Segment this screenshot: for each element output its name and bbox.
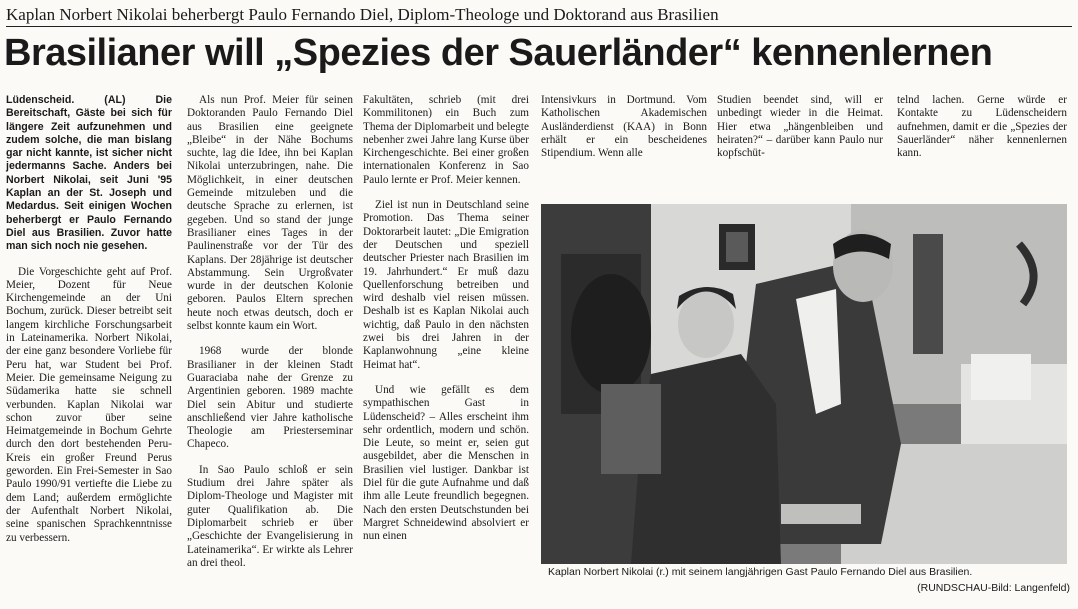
article-kicker: Kaplan Norbert Nikolai beherbergt Paulo Fernando Diel, Diplom-Theologe und Doktorand aus Brasilien — [6, 4, 1072, 27]
article-paragraph: Als nun Prof. Meier für seinen Doktoranden Paulo Fernando Diel aus Brasilien eine geeignete „Bleibe“ in der Nähe Bochums suchte, lag die Idee, ihn bei Kaplan Nikolai unterzubringen, nahe. Die Möglichkeit, in einer deutschen Gemeinde mitzuleben und die deutsche Sprache zu erlernen, ist gegeben. Und so stand der junge Brasilianer eines Tages in der Paulinenstraße vor der Tür des Kaplans. Der 28jährige ist deutscher Abstammung. Sein Urgroßvater wurde in der deutschen Kolonie geboren. Paulos Eltern sprechen heute noch etwas deutsch, doch er selbst konnte kaum ein Wort. — [187, 94, 353, 333]
article-paragraph: 1968 wurde der blonde Brasilianer in der kleinen Stadt Guaraciaba nahe der Grenze zu Argentinien geboren. 1989 machte Diel sein Abitur und studierte anschließend vier Jahre katholische Theologie am Priesterseminar Chapeco. — [187, 345, 353, 451]
photo-credit: (RUNDSCHAU-Bild: Langenfeld) — [917, 582, 1070, 594]
article-column-2 — [187, 94, 353, 582]
article-paragraph: Ziel ist nun in Deutschland seine Promotion. Das Thema seiner Doktorarbeit lautet: „Die Emigration der Deutschen und speziell deutscher Priester nach Brasilien im 19. Jahrhundert.“ Er muß dazu Quellenforschung betreiben und wird deshalb viel reisen müssen. Deshalb ist es Kaplan Nikolai auch wichtig, daß Paulo in den nächsten zwei bis drei Jahren in der Kaplanwohnung „eine kleine Heimat hat“. — [363, 199, 529, 371]
article-photo — [541, 204, 1067, 564]
article-column-3 — [363, 94, 529, 556]
article-paragraph: In Sao Paulo schloß er sein Studium drei Jahre später als Diplom-Theologe und Magister mit guter Qualifikation ab. Die Diplomarbeit schrieb er über „Geschichte der Evangelisierung in Lateinamerika“. Er wirkte als Lehrer an drei theol. — [187, 463, 353, 569]
article-paragraph: Fakultäten, schrieb (mit drei Kommilitonen) ein Buch zum Thema der Diplomarbeit und belegte nebenher zwei Jahre lang Kurse über Kirchengeschichte. Bei einer großen internationalen Konferenz in Sao Paulo lernte er Prof. Meier kennen. — [363, 94, 529, 186]
article-paragraph: telnd lachen. Gerne würde er Kontakte zu Lüdenscheidern aufnehmen, damit er die „Spezies der Sauerländer“ näher kennenlernen kann. — [897, 94, 1067, 160]
article-paragraph: Intensivkurs in Dortmund. Vom Katholischen Akademischen Ausländerdienst (KAA) in Bonn erhält er ein bescheidenes Stipendium. Wenn alle — [541, 94, 707, 160]
article-paragraph: Studien beendet sind, will er unbedingt wieder in die Heimat. Hier etwa „hängenbleiben und heiraten?“ – darüber kann Paulo nur kopfschüt- — [717, 94, 883, 160]
article-column-4 — [541, 94, 707, 174]
article-paragraph: Und wie gefällt es dem sympathischen Gast in Lüdenscheid? – Alles erscheint ihm sehr ordentlich, modern und schön. Die Leute, so meint er, seien gut ausgebildet, aber die Menschen in Brasilien viel lustiger. Dankbar ist Diel für die gute Aufnahme und daß ihm alle Leute freundlich begegnen. Nach den ersten Deutschstunden bei Margret Schneidewind absolviert er nun einen — [363, 383, 529, 543]
article-headline: Brasilianer will „Spezies der Sauerländer“ kennenlernen — [4, 32, 993, 74]
photo-caption: Kaplan Norbert Nikolai (r.) mit seinem langjährigen Gast Paulo Fernando Diel aus Brasilien. — [548, 566, 973, 578]
article-column-5 — [717, 94, 883, 174]
article-lead: Lüdenscheid. (AL) Die Bereitschaft, Gäste bei sich für längere Zeit aufzunehmen und zudem solche, die man bislang gar nicht kannte, ist sicher nicht jedermanns Sache. Anders bei Norbert Nikolai, seit Juni '95 Kaplan an der St. Joseph und Medardus. Seit einigen Wochen beherbergt er Paulo Fernando Diel aus Brasilien. Zuvor hatte man sich noch nie gesehen. — [6, 94, 172, 253]
article-paragraph: Die Vorgeschichte geht auf Prof. Meier, Dozent für Neue Kirchengemeinde an der Uni Bochum, zurück. Dieser betreibt seit langem kirchliche Forschungsarbeit in Lateinamerika. Norbert Nikolai, der eine ganz besondere Vorliebe für Peru hat, war Student bei Prof. Meier. Die gemeinsame Neigung zu Südamerika hatte sie schnell verbunden. Kaplan Nikolai war schon zuvor über seine Heimatgemeinde in Bochum Gehrte durch den dort bestehenden Peru-Kreis ein großer Freund Perus geworden. Ein Frei-Semester in Sao Paulo 1990/91 vertiefte die Liebe zu dem Land; außerdem ermöglichte der Aufenthalt Norbert Nikolai, seine spanischen Sprachkenntnisse zu verbessern. — [6, 265, 172, 544]
article-column-6 — [897, 94, 1067, 174]
article-column-1 — [6, 94, 172, 557]
